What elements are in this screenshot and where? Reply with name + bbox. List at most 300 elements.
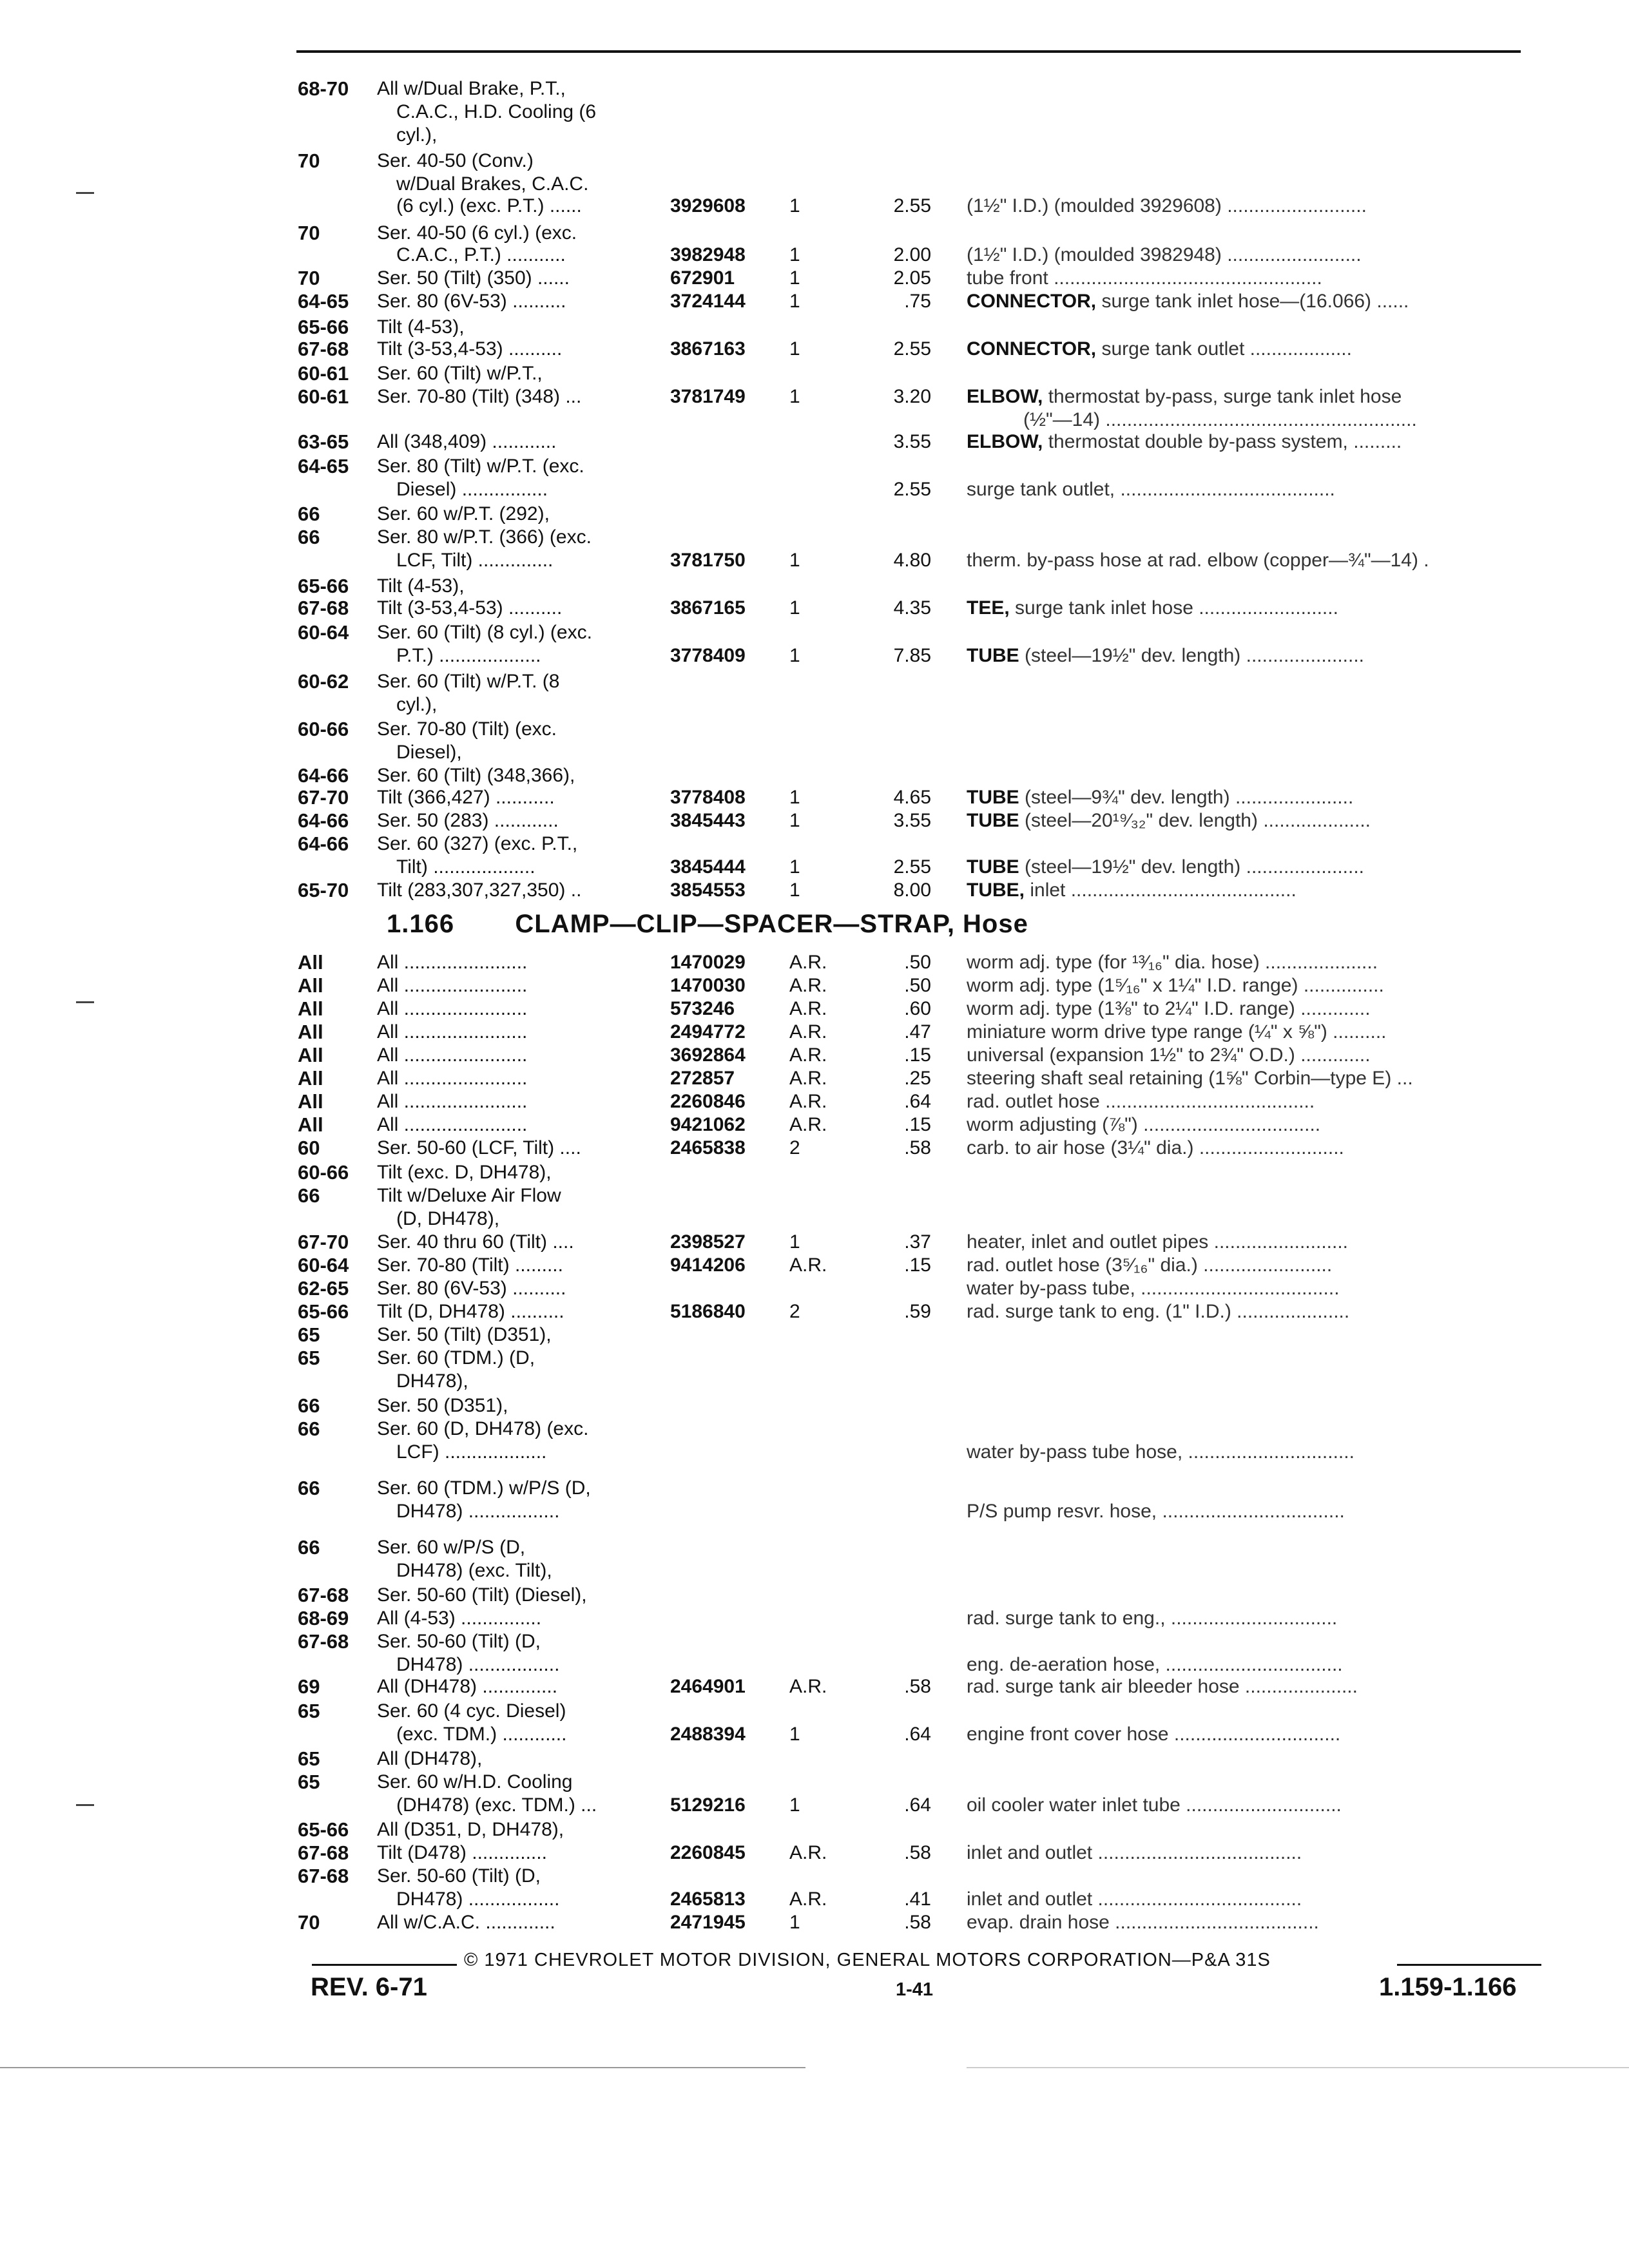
description-text: surge tank inlet hose—(16.066) ...... (1101, 291, 1409, 312)
quantity: 1 (789, 856, 800, 878)
model-years: 65-66 (298, 1818, 349, 1841)
price: .25 (904, 1068, 931, 1089)
application: cyl.), (396, 694, 438, 715)
description-text: surge tank outlet, ........................................ (967, 479, 1335, 500)
part-number: 3867163 (670, 338, 746, 360)
application: Ser. 50 (283) ............ (377, 810, 559, 831)
description-text: worm adj. type (for ¹³⁄₁₆" dia. hose) ..................... (967, 952, 1378, 973)
model-years: 66 (298, 1477, 320, 1499)
description (967, 1044, 1540, 1067)
description-keyword: TUBE, (967, 879, 1025, 901)
price: .64 (904, 1091, 931, 1112)
application: All ....................... (377, 1068, 528, 1089)
application: All ....................... (377, 975, 528, 996)
quantity: A.R. (789, 1842, 827, 1863)
description-text: inlet and outlet ...................................... (967, 1842, 1302, 1863)
section-title: CLAMP—CLIP—SPACER—STRAP, Hose (515, 910, 1028, 938)
quantity: 2 (789, 1301, 800, 1322)
description-keyword: CONNECTOR, (967, 338, 1097, 360)
part-number: 9414206 (670, 1254, 746, 1276)
quantity: 1 (789, 787, 800, 808)
margin-tick (76, 192, 94, 194)
price: .15 (904, 1114, 931, 1135)
application: Tilt w/Deluxe Air Flow (377, 1185, 561, 1206)
application: All (DH478) .............. (377, 1676, 558, 1697)
description-text: carb. to air hose (3¼" dia.) ........................... (967, 1137, 1344, 1158)
description-text: inlet and outlet ...................................... (967, 1888, 1302, 1910)
price: 2.05 (893, 267, 931, 289)
description-text: worm adj. type (1⅜" to 2¼" I.D. range) ............. (967, 998, 1371, 1019)
description-text: rad. surge tank air bleeder hose ..................... (967, 1676, 1358, 1697)
application: All (4-53) ............... (377, 1608, 542, 1629)
price: .58 (904, 1842, 931, 1863)
description-text: heater, inlet and outlet pipes ......................... (967, 1231, 1348, 1253)
top-rule (296, 50, 1521, 53)
model-years: All (298, 1067, 323, 1090)
description-text: oil cooler water inlet tube ............................. (967, 1794, 1342, 1816)
description (967, 244, 1540, 267)
model-years: 70 (298, 267, 320, 289)
quantity: A.R. (789, 952, 827, 973)
price: 2.55 (893, 338, 931, 360)
quantity: 1 (789, 879, 800, 901)
model-years: 68-69 (298, 1607, 349, 1629)
price: .58 (904, 1912, 931, 1933)
price: .50 (904, 975, 931, 996)
description (967, 879, 1540, 902)
price: .75 (904, 291, 931, 312)
quantity: 1 (789, 291, 800, 312)
part-number: 3845444 (670, 856, 746, 878)
application: Ser. 50-60 (Tilt) (D, (377, 1865, 541, 1887)
application: Ser. 60 (4 cyc. Diesel) (377, 1700, 566, 1722)
model-years: 64-66 (298, 764, 349, 787)
model-years: All (298, 1090, 323, 1113)
model-years: All (298, 1021, 323, 1043)
description-text: rad. outlet hose (3⁵⁄₁₆" dia.) ........................ (967, 1254, 1333, 1276)
description-keyword: TUBE (967, 856, 1019, 878)
application: All (D351, D, DH478), (377, 1819, 564, 1840)
description-text: steering shaft seal retaining (1⅝" Corbin—type E) ... (967, 1068, 1413, 1089)
application: (D, DH478), (396, 1208, 500, 1229)
model-years: 67-68 (298, 1584, 349, 1606)
model-years: 67-68 (298, 597, 349, 619)
application: Tilt (D, DH478) .......... (377, 1301, 564, 1322)
description (967, 1500, 1540, 1523)
model-years: 65-66 (298, 316, 349, 338)
model-years: 67-70 (298, 786, 349, 809)
description (967, 290, 1540, 313)
part-number: 2464901 (670, 1676, 746, 1697)
application: Ser. 60 (Tilt) w/P.T. (8 (377, 671, 560, 692)
part-number: 2465813 (670, 1888, 746, 1910)
application: (6 cyl.) (exc. P.T.) ...... (396, 195, 582, 216)
model-years: 65-70 (298, 879, 349, 901)
price: .60 (904, 998, 931, 1019)
application: Ser. 50-60 (LCF, Tilt) .... (377, 1137, 581, 1158)
model-years: 67-68 (298, 1865, 349, 1887)
quantity: 1 (789, 195, 800, 216)
description-text: tube front .................................................. (967, 267, 1322, 289)
part-number: 3781750 (670, 550, 746, 571)
quantity: A.R. (789, 1068, 827, 1089)
description-text: thermostat double by-pass system, ......... (1048, 431, 1402, 452)
description (967, 1090, 1540, 1113)
description (967, 809, 1540, 832)
application: Ser. 50 (Tilt) (350) ...... (377, 267, 570, 289)
part-number: 272857 (670, 1068, 735, 1089)
model-years: 65 (298, 1747, 320, 1770)
model-years: 65 (298, 1323, 320, 1346)
quantity: A.R. (789, 998, 827, 1019)
part-number: 3778408 (670, 787, 746, 808)
quantity: 1 (789, 1794, 800, 1816)
description (967, 195, 1540, 218)
model-years: 60-61 (298, 385, 349, 408)
description-text: thermostat by-pass, surge tank inlet hose (1048, 386, 1402, 407)
price: .59 (904, 1301, 931, 1322)
description-text: rad. outlet hose ....................................... (967, 1091, 1315, 1112)
model-years: 62-65 (298, 1277, 349, 1300)
description (967, 1911, 1540, 1934)
price: 7.85 (893, 645, 931, 666)
model-years: 60-61 (298, 362, 349, 385)
part-number: 1470030 (670, 975, 746, 996)
application: P.T.) ................... (396, 645, 541, 666)
description (967, 1794, 1540, 1817)
model-years: 67-68 (298, 1630, 349, 1653)
model-years: 70 (298, 149, 320, 172)
part-number: 2260846 (670, 1091, 746, 1112)
description (967, 786, 1540, 809)
revision-date: REV. 6-71 (311, 1973, 427, 2001)
quantity: A.R. (789, 1044, 827, 1066)
application: All (DH478), (377, 1748, 483, 1769)
description (967, 1841, 1540, 1865)
application: Ser. 70-80 (Tilt) (348) ... (377, 386, 582, 407)
application: Tilt (4-53), (377, 316, 465, 338)
model-years: 60-64 (298, 621, 349, 644)
application: All ....................... (377, 952, 528, 973)
model-years: All (298, 997, 323, 1020)
model-years: 64-66 (298, 832, 349, 855)
model-years: 69 (298, 1675, 320, 1698)
application: Tilt (D478) .............. (377, 1842, 547, 1863)
description-text: therm. by-pass hose at rad. elbow (copper—¾"—14) . (967, 550, 1429, 571)
price: 3.55 (893, 810, 931, 831)
description-text: (½"—14) .......................................................... (1023, 409, 1417, 430)
application: All ....................... (377, 998, 528, 1019)
application: All w/Dual Brake, P.T., (377, 78, 566, 99)
application: LCF, Tilt) .............. (396, 550, 554, 571)
model-years: 65 (298, 1700, 320, 1722)
description-text: P/S pump resvr. hose, .................................. (967, 1501, 1345, 1522)
price: .41 (904, 1888, 931, 1910)
application: Ser. 60 w/P/S (D, (377, 1537, 526, 1558)
quantity: 1 (789, 1724, 800, 1745)
part-number: 1470029 (670, 952, 746, 973)
application: Diesel) ................ (396, 479, 548, 500)
quantity: 1 (789, 645, 800, 666)
quantity: A.R. (789, 1676, 827, 1697)
application: Ser. 60 w/P.T. (292), (377, 503, 550, 524)
description-text: evap. drain hose ...................................... (967, 1912, 1319, 1933)
application: DH478) ................. (396, 1888, 560, 1910)
description-keyword: ELBOW, (967, 386, 1043, 407)
model-years: 65-66 (298, 1300, 349, 1323)
description (967, 1254, 1540, 1277)
application: Ser. 80 (6V-53) .......... (377, 1278, 566, 1299)
application: Ser. 60 (TDM.) (D, (377, 1347, 535, 1369)
model-years: 66 (298, 503, 320, 525)
description-text: (steel—20¹⁹⁄₃₂" dev. length) .................... (1025, 810, 1371, 831)
application: All ....................... (377, 1044, 528, 1066)
application: Diesel), (396, 742, 462, 763)
part-number: 2398527 (670, 1231, 746, 1253)
application: Ser. 60 (Tilt) w/P.T., (377, 363, 543, 384)
application: Ser. 40 thru 60 (Tilt) .... (377, 1231, 574, 1253)
price: .15 (904, 1254, 931, 1276)
application: All ....................... (377, 1021, 528, 1043)
description (967, 974, 1540, 997)
quantity: A.R. (789, 1888, 827, 1910)
part-number: 3982948 (670, 244, 746, 265)
description (967, 856, 1540, 879)
model-years: 65 (298, 1347, 320, 1369)
part-number: 3929608 (670, 195, 746, 216)
scan-edge-line (0, 2067, 805, 2068)
description (967, 1137, 1540, 1160)
page-number: 1-41 (896, 1979, 934, 2000)
description-text: eng. de-aeration hose, ................................. (967, 1654, 1343, 1675)
model-years: 66 (298, 1418, 320, 1440)
price: 4.35 (893, 597, 931, 619)
quantity: A.R. (789, 975, 827, 996)
model-years: 66 (298, 1184, 320, 1207)
price: .64 (904, 1724, 931, 1745)
model-years: 60-66 (298, 718, 349, 740)
quantity: A.R. (789, 1114, 827, 1135)
quantity: 1 (789, 550, 800, 571)
section-number: 1.166 (387, 910, 455, 938)
price: .15 (904, 1044, 931, 1066)
price: 2.55 (893, 479, 931, 500)
application: LCF) ................... (396, 1441, 547, 1463)
description-text: (1½" I.D.) (moulded 3929608) .......................... (967, 195, 1367, 216)
scan-edge-line (967, 2067, 1629, 2068)
model-years: 67-70 (298, 1231, 349, 1253)
footer-rule-right (1397, 1964, 1541, 1966)
model-years: 60 (298, 1137, 320, 1159)
description-keyword: ELBOW, (967, 431, 1043, 452)
description-keyword: TUBE (967, 810, 1019, 831)
part-number: 2488394 (670, 1724, 746, 1745)
description (967, 1607, 1540, 1630)
model-years: 64-66 (298, 809, 349, 832)
application: Ser. 50 (D351), (377, 1395, 508, 1416)
footer-copyright: © 1971 CHEVROLET MOTOR DIVISION, GENERAL MOTORS CORPORATION—P&A 31S (464, 1950, 1271, 1970)
description-text: worm adj. type (1⁵⁄₁₆" x 1¼" I.D. range) ............... (967, 975, 1384, 996)
application: All (348,409) ............ (377, 431, 557, 452)
margin-tick (76, 1804, 94, 1806)
description-text: rad. surge tank to eng. (1" I.D.) ..................... (967, 1301, 1350, 1322)
description (967, 1113, 1540, 1137)
quantity: 1 (789, 386, 800, 407)
part-number: 3845443 (670, 810, 746, 831)
description (967, 951, 1540, 974)
application: Ser. 60 (D, DH478) (exc. (377, 1418, 589, 1439)
model-years: 66 (298, 1536, 320, 1559)
application: DH478) (exc. Tilt), (396, 1560, 552, 1581)
model-years: 64-65 (298, 290, 349, 312)
price: 3.55 (893, 431, 931, 452)
description-keyword: CONNECTOR, (967, 291, 1097, 312)
part-number: 672901 (670, 267, 735, 289)
description-text: water by-pass tube hose, ............................... (967, 1441, 1354, 1463)
application: Ser. 50-60 (Tilt) (D, (377, 1631, 541, 1652)
description-keyword: TEE, (967, 597, 1010, 619)
quantity: 1 (789, 1912, 800, 1933)
description (967, 430, 1540, 454)
description (967, 1653, 1540, 1677)
description-text: rad. surge tank to eng., ............................... (967, 1608, 1338, 1629)
application: Ser. 60 w/H.D. Cooling (377, 1771, 573, 1792)
quantity: 1 (789, 244, 800, 265)
model-years: 60-64 (298, 1254, 349, 1276)
application: Ser. 60 (TDM.) w/P/S (D, (377, 1477, 591, 1499)
application: Ser. 70-80 (Tilt) (exc. (377, 718, 557, 740)
description (967, 549, 1540, 572)
price: 3.20 (893, 386, 931, 407)
price: 4.80 (893, 550, 931, 571)
application: All ....................... (377, 1091, 528, 1112)
description (967, 1888, 1540, 1911)
model-years: 66 (298, 526, 320, 548)
description-text: universal (expansion 1½" to 2¾" O.D.) ............. (967, 1044, 1371, 1066)
model-years: 65-66 (298, 575, 349, 597)
description (967, 997, 1540, 1021)
part-number: 5129216 (670, 1794, 746, 1816)
application: C.A.C., H.D. Cooling (6 (396, 101, 597, 122)
description (967, 338, 1540, 361)
price: .47 (904, 1021, 931, 1043)
application: (DH478) (exc. TDM.) ... (396, 1794, 597, 1816)
part-number: 3867165 (670, 597, 746, 619)
application: Ser. 80 (6V-53) .......... (377, 291, 566, 312)
part-number: 3692864 (670, 1044, 746, 1066)
price: .64 (904, 1794, 931, 1816)
application: Ser. 40-50 (6 cyl.) (exc. (377, 222, 577, 244)
description (967, 644, 1540, 668)
application: Tilt (exc. D, DH478), (377, 1162, 552, 1183)
application: Tilt (3-53,4-53) .......... (377, 597, 563, 619)
description (967, 1723, 1540, 1746)
application: Ser. 60 (Tilt) (8 cyl.) (exc. (377, 622, 592, 643)
description-text: engine front cover hose ............................... (967, 1724, 1341, 1745)
description (967, 1675, 1540, 1698)
price: 2.00 (893, 244, 931, 265)
model-years: All (298, 951, 323, 974)
model-years: 67-68 (298, 338, 349, 360)
part-number: 573246 (670, 998, 735, 1019)
application: Ser. 50-60 (Tilt) (Diesel), (377, 1584, 587, 1606)
application: Ser. 80 w/P.T. (366) (exc. (377, 526, 592, 548)
description-keyword: TUBE (967, 787, 1019, 808)
model-years: 68-70 (298, 77, 349, 100)
price: .58 (904, 1137, 931, 1158)
description (967, 267, 1540, 290)
part-number: 3854553 (670, 879, 746, 901)
description-text: inlet .......................................... (1030, 879, 1296, 901)
application: Tilt (3-53,4-53) .......... (377, 338, 563, 360)
part-number: 2260845 (670, 1842, 746, 1863)
quantity: 1 (789, 267, 800, 289)
quantity: 1 (789, 810, 800, 831)
description-text: miniature worm drive type range (¼" x ⅝") .......... (967, 1021, 1387, 1043)
part-number: 2471945 (670, 1912, 746, 1933)
application: Ser. 60 (Tilt) (348,366), (377, 765, 575, 786)
margin-tick (76, 1001, 94, 1003)
section-heading (387, 910, 1028, 939)
part-number: 3724144 (670, 291, 746, 312)
description (967, 1300, 1540, 1323)
quantity: A.R. (789, 1021, 827, 1043)
description (967, 1021, 1540, 1044)
model-years: 67-68 (298, 1841, 349, 1864)
model-years: 70 (298, 222, 320, 244)
quantity: 1 (789, 338, 800, 360)
application: C.A.C., P.T.) ........... (396, 244, 566, 265)
model-years: All (298, 1113, 323, 1136)
price: .50 (904, 952, 931, 973)
model-years: All (298, 1044, 323, 1066)
application: DH478) ................. (396, 1501, 560, 1522)
quantity: 1 (789, 597, 800, 619)
model-years: 64-65 (298, 455, 349, 477)
part-number: 9421062 (670, 1114, 746, 1135)
quantity: 2 (789, 1137, 800, 1158)
model-years: 63-65 (298, 430, 349, 453)
description-text: worm adjusting (⅞") ................................. (967, 1114, 1321, 1135)
application: (exc. TDM.) ............ (396, 1724, 567, 1745)
application: All ....................... (377, 1114, 528, 1135)
description (967, 597, 1540, 620)
part-number: 2465838 (670, 1137, 746, 1158)
description-text: (1½" I.D.) (moulded 3982948) ......................... (967, 244, 1362, 265)
part-number: 2494772 (670, 1021, 746, 1043)
part-number: 5186840 (670, 1301, 746, 1322)
price: .58 (904, 1676, 931, 1697)
description (967, 1231, 1540, 1254)
model-years: All (298, 974, 323, 997)
application: Ser. 80 (Tilt) w/P.T. (exc. (377, 456, 584, 477)
application: Tilt (283,307,327,350) .. (377, 879, 582, 901)
quantity: A.R. (789, 1254, 827, 1276)
application: All w/C.A.C. ............. (377, 1912, 555, 1933)
model-years: 65 (298, 1771, 320, 1793)
price: 2.55 (893, 856, 931, 878)
application: Ser. 60 (327) (exc. P.T., (377, 833, 578, 854)
application: Tilt) ................... (396, 856, 535, 878)
description (967, 1277, 1540, 1300)
description (967, 385, 1540, 408)
model-years: 66 (298, 1394, 320, 1417)
price: 4.65 (893, 787, 931, 808)
description-text: (steel—19½" dev. length) ...................... (1025, 856, 1364, 878)
description-text: (steel—9¾" dev. length) ...................... (1025, 787, 1354, 808)
description (1023, 408, 1597, 432)
application: DH478), (396, 1370, 468, 1392)
